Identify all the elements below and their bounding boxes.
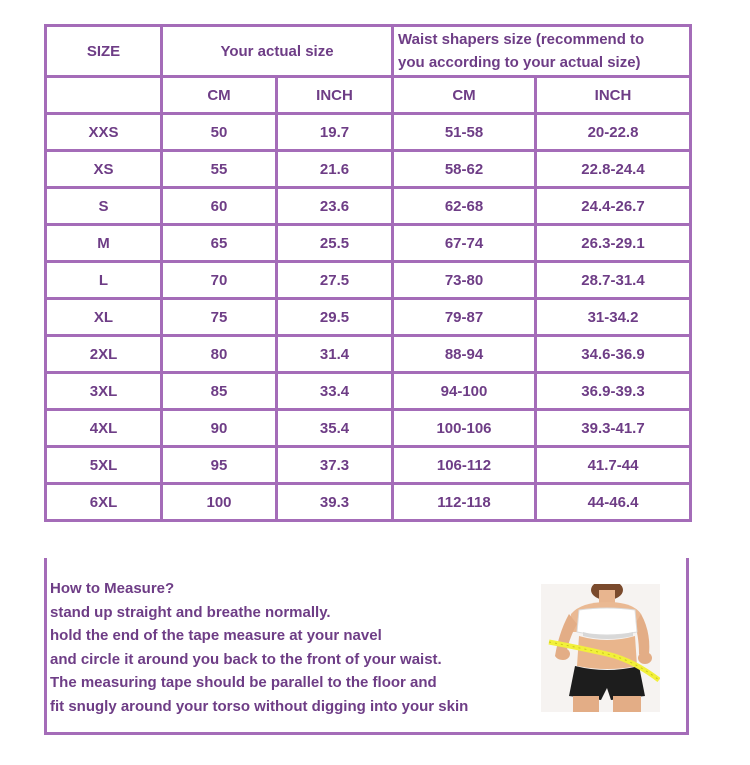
size-chart-table (44, 24, 692, 522)
rec-inch-cell: 36.9-39.3 (536, 373, 691, 410)
size-row (46, 299, 691, 336)
rec-cm-cell: 88-94 (393, 336, 536, 373)
size-row (46, 262, 691, 299)
actual-inch-cell: 37.3 (277, 447, 393, 484)
actual-cm-cell: 80 (162, 336, 277, 373)
recommend-header-line-2: you according to your actual size) (398, 54, 641, 71)
actual-cm-cell: 75 (162, 299, 277, 336)
actual-inch-cell: 27.5 (277, 262, 393, 299)
measure-line: and circle it around you back to the front of your waist. (50, 650, 442, 668)
header-row (46, 26, 691, 77)
actual-size-header: Your actual size (162, 26, 393, 77)
actual-cm-cell: 65 (162, 225, 277, 262)
unit-rec-cm: CM (393, 77, 536, 114)
measure-line: The measuring tape should be parallel to the floor and (50, 674, 437, 692)
measure-title: How to Measure? (50, 580, 175, 597)
actual-inch-cell: 39.3 (277, 484, 393, 521)
measuring-waist-photo (541, 584, 660, 712)
recommend-header (393, 26, 691, 77)
actual-cm-cell: 85 (162, 373, 277, 410)
rec-cm-cell: 58-62 (393, 151, 536, 188)
actual-inch-cell: 33.4 (277, 373, 393, 410)
rec-inch-cell: 34.6-36.9 (536, 336, 691, 373)
rec-cm-cell: 62-68 (393, 188, 536, 225)
rec-cm-cell: 67-74 (393, 225, 536, 262)
rec-inch-cell: 41.7-44 (536, 447, 691, 484)
size-cell: 2XL (46, 336, 162, 373)
size-row (46, 373, 691, 410)
size-cell: S (46, 188, 162, 225)
size-row (46, 114, 691, 151)
rec-inch-cell: 22.8-24.4 (536, 151, 691, 188)
size-row (46, 447, 691, 484)
size-cell: XL (46, 299, 162, 336)
size-row (46, 336, 691, 373)
size-row (46, 188, 691, 225)
actual-cm-cell: 50 (162, 114, 277, 151)
actual-inch-cell: 25.5 (277, 225, 393, 262)
unit-rec-inch: INCH (536, 77, 691, 114)
rec-inch-cell: 24.4-26.7 (536, 188, 691, 225)
rec-inch-cell: 20-22.8 (536, 114, 691, 151)
size-cell: XXS (46, 114, 162, 151)
size-cell: L (46, 262, 162, 299)
rec-inch-cell: 31-34.2 (536, 299, 691, 336)
size-cell: XS (46, 151, 162, 188)
actual-cm-cell: 60 (162, 188, 277, 225)
actual-inch-cell: 21.6 (277, 151, 393, 188)
rec-cm-cell: 73-80 (393, 262, 536, 299)
unit-cm: CM (162, 77, 277, 114)
actual-inch-cell: 19.7 (277, 114, 393, 151)
size-row (46, 151, 691, 188)
actual-inch-cell: 31.4 (277, 336, 393, 373)
rec-cm-cell: 100-106 (393, 410, 536, 447)
size-row (46, 410, 691, 447)
size-row (46, 225, 691, 262)
measure-instructions (50, 577, 468, 719)
actual-cm-cell: 95 (162, 447, 277, 484)
size-cell: 4XL (46, 410, 162, 447)
measure-line: hold the end of the tape measure at your navel (50, 627, 382, 645)
measure-line: fit snugly around your torso without digging into your skin (50, 697, 469, 715)
how-to-measure-panel (44, 558, 689, 735)
rec-inch-cell: 26.3-29.1 (536, 225, 691, 262)
actual-inch-cell: 23.6 (277, 188, 393, 225)
size-cell: 3XL (46, 373, 162, 410)
actual-cm-cell: 55 (162, 151, 277, 188)
measure-line: stand up straight and breathe normally. (50, 603, 331, 621)
actual-cm-cell: 90 (162, 410, 277, 447)
rec-cm-cell: 79-87 (393, 299, 536, 336)
rec-cm-cell: 94-100 (393, 373, 536, 410)
actual-inch-cell: 35.4 (277, 410, 393, 447)
size-cell: 5XL (46, 447, 162, 484)
rec-inch-cell: 44-46.4 (536, 484, 691, 521)
recommend-header-line-1: Waist shapers size (recommend to (398, 31, 645, 48)
actual-cm-cell: 70 (162, 262, 277, 299)
actual-inch-cell: 29.5 (277, 299, 393, 336)
unit-row (46, 77, 691, 114)
size-row (46, 484, 691, 521)
unit-inch: INCH (277, 77, 393, 114)
rec-cm-cell: 51-58 (393, 114, 536, 151)
rec-inch-cell: 28.7-31.4 (536, 262, 691, 299)
rec-cm-cell: 106-112 (393, 447, 536, 484)
woman-measuring-illustration (541, 584, 660, 712)
rec-cm-cell: 112-118 (393, 484, 536, 521)
size-header: SIZE (46, 26, 162, 77)
size-cell: 6XL (46, 484, 162, 521)
actual-cm-cell: 100 (162, 484, 277, 521)
size-cell: M (46, 225, 162, 262)
unit-blank (46, 77, 162, 114)
rec-inch-cell: 39.3-41.7 (536, 410, 691, 447)
